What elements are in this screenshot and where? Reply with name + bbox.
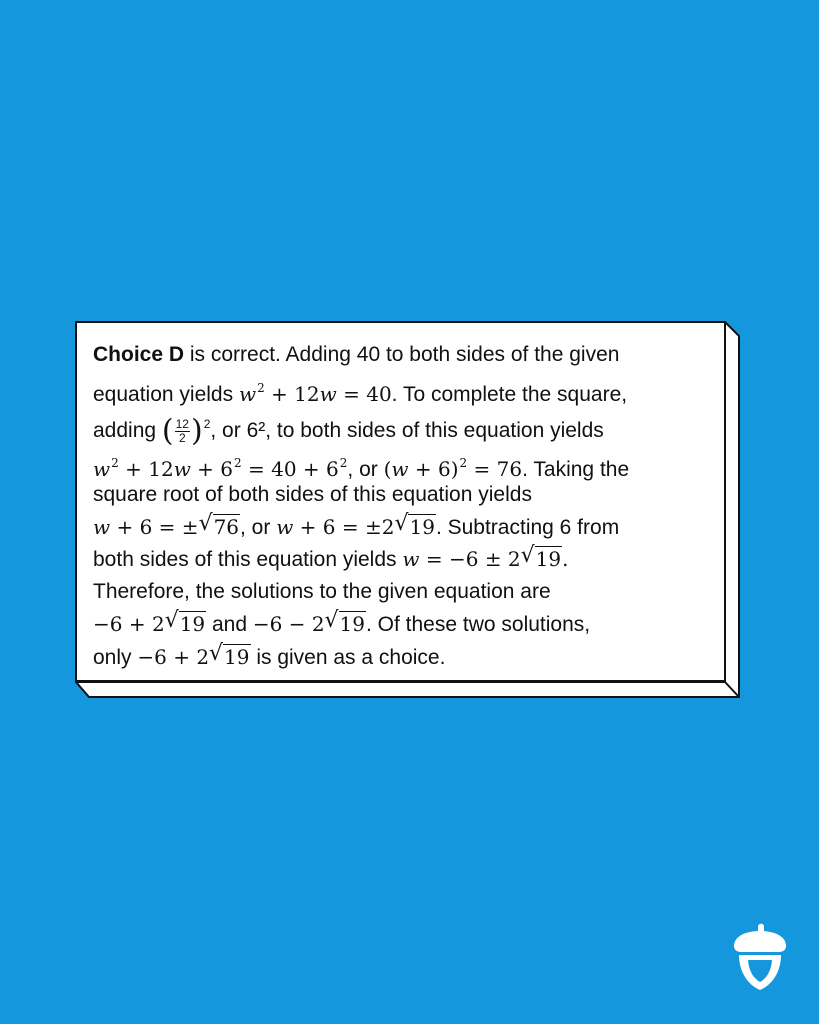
text-line-2: equation yields $w^2 + 12w = 40$. To complete the square, [93, 381, 628, 406]
text-line-3: adding ( $\frac{12}{2}$ )$^2$, or 6², to both sides of this equation yields [93, 413, 604, 449]
half-coefficient-squared: ( $\frac{12}{2}$ )$^2$ [161, 413, 211, 449]
text-line-10: only −6 + 2 √ 19 is given as a choice. [93, 641, 446, 669]
sqrt-equation-2: w + 6 = ±2 √ 19 [276, 511, 435, 539]
text-line-5: square root of both sides of this equation yields [93, 483, 532, 506]
explanation-card [75, 321, 726, 682]
explanation-card-wrap [75, 321, 740, 698]
given-equation: $w^2 + 12w = 40$ [238, 381, 392, 406]
sqrt-equation-1: w + 6 = ± √ 76 [93, 511, 240, 539]
solution-1: −6 + 2 √ 19 [93, 608, 206, 636]
completed-square-equation: $w^2 + 12w + 6^2 = 40 + 6^2$ [93, 456, 348, 481]
text-line-8: Therefore, the solutions to the given equation are [93, 580, 551, 603]
text-line-9: −6 + 2 √ 19 and −6 − 2 √ 19. Of these two solutions, [93, 608, 591, 636]
solution-2: −6 − 2 √ 19 [252, 608, 365, 636]
solved-equation: w = −6 ± 2 √ 19. [402, 543, 569, 571]
correct-solution: −6 + 2 √ 19 [137, 641, 250, 669]
acorn-icon [728, 922, 792, 992]
text-line-1: Choice D is correct. Adding 40 to both sides of the given [93, 343, 620, 366]
text-line-7: both sides of this equation yields w = −6 ± 2 √ 19. [93, 543, 569, 571]
text-line-4: $w^2 + 12w + 6^2 = 40 + 6^2$, or $(w + 6)^2 = 76$. Taking the [93, 456, 630, 481]
choice-label: Choice D [93, 343, 185, 366]
text-line-6: w + 6 = ± √ 76, or w + 6 = ±2 √ 19. Subtracting 6 from [93, 511, 620, 539]
